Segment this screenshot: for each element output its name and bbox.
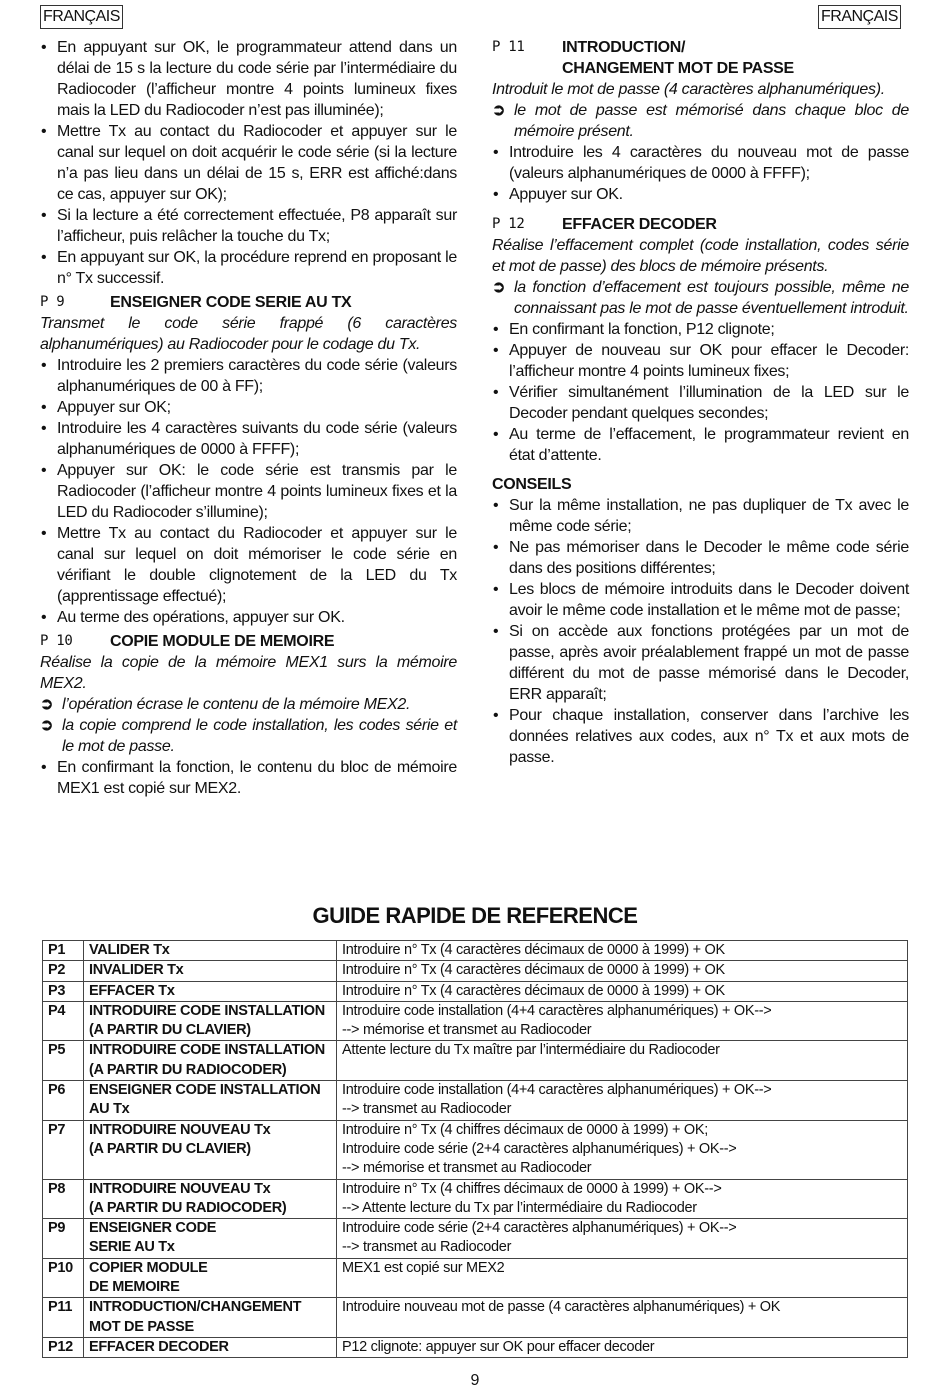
program-code-cell: P2 [43,961,84,981]
function-name-cell [84,961,337,981]
bullet-item: • Introduire les 2 premiers caractères du code série (valeurs alphanumériques de 00 à FF); [40,355,457,397]
description-cell [337,1298,908,1338]
description-line: Introduire code série (2+4 caractères alphanumériques) + OK--> [342,1140,737,1157]
page-number: 9 [470,1372,480,1389]
function-name-line: INTRODUIRE CODE INSTALLATION [89,1042,325,1059]
program-code-cell: P4 [43,1001,84,1041]
bullet-item: • Appuyer sur OK: le code série est transmis par le Radiocoder (l’afficheur montre 4 points lumineux fixes et la LED du Radiocoder s’illumine); [40,460,457,523]
description-line: Introduire n° Tx (4 chiffres décimaux de 0000 à 1999) + OK--> [342,1180,722,1197]
reference-table [42,940,908,1358]
description-cell [337,941,908,961]
function-name-cell [84,941,337,961]
bullet-item: • Pour chaque installation, conserver dans l’archive les données relatives aux codes, aux n° Tx et aux mots de passe. [492,705,909,768]
note-item: ➲ la copie comprend le code installation, les codes série et le mot de passe. [40,715,457,757]
function-name-line: COPIER MODULE [89,1259,208,1276]
program-code-cell: P3 [43,981,84,1001]
table-row [43,961,908,981]
description-line: --> transmet au Radiocoder [342,1101,512,1118]
program-code-cell: P8 [43,1179,84,1219]
function-name-cell [84,1001,337,1041]
program-code-cell: P6 [43,1081,84,1121]
table-row [43,1120,908,1179]
program-code: P 12 [492,216,525,232]
function-name-cell [84,1179,337,1219]
description-cell [337,1179,908,1219]
bullet-item: • Mettre Tx au contact du Radiocoder et appuyer sur le canal sur lequel on doit acquérir le code série (si la lecture n’a pas lieu dans un délai de 15 s, ERR est affiché:dans ce cas, appuyer sur OK); [40,121,457,205]
section-title-line: INTRODUCTION/ [562,39,686,56]
bullet-item: • Introduire les 4 caractères du nouveau mot de passe (valeurs alphanumériques de 0000 à FFFF); [492,142,909,184]
bullet-item: • Si on accède aux fonctions protégées par un mot de passe, après avoir préalablement frappé un mot de passe différent du mot de passe mémorisé dans le Decoder, ERR apparaît; [492,621,909,705]
description-cell [337,1041,908,1081]
table-row [43,1179,908,1219]
function-name-cell [84,1337,337,1357]
description-line: --> transmet au Radiocoder [342,1239,512,1256]
description-cell [337,1081,908,1121]
section-intro: Introduit le mot de passe (4 caractères alphanumériques). [492,81,885,98]
section-title [562,214,717,235]
function-name-cell [84,1041,337,1081]
function-name-line: INTRODUIRE CODE INSTALLATION [89,1002,325,1019]
function-name-line: EFFACER DECODER [89,1338,229,1355]
section-intro: Réalise la copie de la mémoire MEX1 surs la mémoire MEX2. [40,654,457,692]
description-cell [337,1001,908,1041]
bullet-item: • Sur la même installation, ne pas dupliquer de Tx avec le même code série; [492,495,909,537]
table-row [43,941,908,961]
bullet-item: • Mettre Tx au contact du Radiocoder et appuyer sur le canal sur lequel on doit mémoriser le code série en vérifiant le double clignotement de la LED du Tx (apprentissage effectué); [40,523,457,607]
description-line: Introduire n° Tx (4 caractères décimaux de 0000 à 1999) + OK [342,982,725,999]
language-label: FRANÇAIS [818,5,901,29]
program-code-cell: P7 [43,1120,84,1179]
bullet-item: • Introduire les 4 caractères suivants du code série (valeurs alphanumériques de 0000 à FFFF); [40,418,457,460]
table-row [43,1001,908,1041]
description-line: Introduire nouveau mot de passe (4 caractères alphanumériques) + OK [342,1299,781,1316]
bullet-item: • En appuyant sur OK, le programmateur attend dans un délai de 15 s la lecture du code série par l’intermédiaire du Radiocoder (l’afficheur montre 4 points lumineux fixes mais la LED du Radiocoder n’est pas illuminée); [40,37,457,121]
note-item: ➲ l’opération écrase le contenu de la mémoire MEX2. [40,694,457,715]
section-title [562,37,794,79]
table-row [43,1081,908,1121]
program-code-cell: P12 [43,1337,84,1357]
description-line: --> mémorise et transmet au Radiocoder [342,1022,592,1039]
description-line: Introduire n° Tx (4 chiffres décimaux de 0000 à 1999) + OK; [342,1121,708,1138]
function-name-line: DE MEMOIRE [89,1279,180,1296]
function-name-cell [84,1298,337,1338]
description-line: Attente lecture du Tx maître par l’intermédiaire du Radiocoder [342,1042,720,1059]
description-cell [337,1337,908,1357]
table-row [43,1298,908,1338]
function-name-cell [84,1120,337,1179]
description-line: --> mémorise et transmet au Radiocoder [342,1160,592,1177]
function-name-line: INVALIDER Tx [89,962,184,979]
description-line: Introduire code installation (4+4 caractères alphanumériques) + OK--> [342,1002,772,1019]
function-name-line: ENSEIGNER CODE [89,1220,217,1237]
function-name-line: INTRODUIRE NOUVEAU Tx [89,1121,271,1138]
bullet-item: • Au terme des opérations, appuyer sur OK. [40,607,457,628]
bullet-item: • Si la lecture a été correctement effectuée, P8 apparaît sur l’afficheur, puis relâcher la touche du Tx; [40,205,457,247]
function-name-line: SERIE AU Tx [89,1239,175,1256]
section-title [110,631,334,652]
function-name-line: (A PARTIR DU CLAVIER) [89,1140,251,1157]
program-code-cell: P11 [43,1298,84,1338]
function-name-line: EFFACER Tx [89,982,175,999]
description-line: --> Attente lecture du Tx par l’intermédiaire du Radiocoder [342,1199,697,1216]
program-code-cell: P5 [43,1041,84,1081]
table-row [43,1258,908,1298]
program-code-cell: P9 [43,1219,84,1259]
right-column [492,37,909,768]
function-name-line: MOT DE PASSE [89,1318,194,1335]
function-name-line: AU Tx [89,1101,130,1118]
function-name-line: ENSEIGNER CODE INSTALLATION [89,1082,321,1099]
left-column [40,37,457,799]
description-line: MEX1 est copié sur MEX2 [342,1259,505,1276]
description-line: Introduire n° Tx (4 caractères décimaux de 0000 à 1999) + OK [342,962,725,979]
note-item: ➲ la fonction d’effacement est toujours possible, même ne connaissant pas le mot de passe éventuellement introduit. [492,277,909,319]
description-line: Introduire code série (2+4 caractères alphanumériques) + OK--> [342,1220,737,1237]
function-name-line: VALIDER Tx [89,942,170,958]
section-intro: Réalise l’effacement complet (code installation, codes série et mot de passe) des blocs de mémoire présents. [492,237,909,275]
bullet-item: • En confirmant la fonction, P12 clignote; [492,319,909,340]
bullet-item: • Les blocs de mémoire introduits dans le Decoder doivent avoir le même code installation et le même mot de passe; [492,579,909,621]
description-line: Introduire n° Tx (4 caractères décimaux de 0000 à 1999) + OK [342,942,725,958]
program-code-cell: P1 [43,941,84,961]
description-line: P12 clignote: appuyer sur OK pour effacer decoder [342,1338,655,1355]
language-label: FRANÇAIS [40,5,123,29]
description-line: Introduire code installation (4+4 caractères alphanumériques) + OK--> [342,1082,772,1099]
section-heading [40,631,457,652]
section-heading [492,214,909,235]
section-title-line: CHANGEMENT MOT DE PASSE [562,60,794,77]
bullet-item: • Ne pas mémoriser dans le Decoder le même code série dans des positions différentes; [492,537,909,579]
description-cell [337,1219,908,1259]
table-row [43,1219,908,1259]
program-code: P 9 [40,294,65,310]
function-name-cell [84,981,337,1001]
description-cell [337,961,908,981]
section-heading [492,37,909,79]
bullet-item: • En appuyant sur OK, la procédure reprend en proposant le n° Tx successif. [40,247,457,289]
section-title-line: ENSEIGNER CODE SERIE AU TX [110,294,352,311]
section-title [110,292,351,313]
function-name-line: (A PARTIR DU RADIOCODER) [89,1061,287,1078]
program-code-cell: P10 [43,1258,84,1298]
program-code: P 10 [40,633,73,649]
description-cell [337,1258,908,1298]
bullet-item: • Vérifier simultanément l’illumination de la LED sur le Decoder pendant quelques secondes; [492,382,909,424]
function-name-cell [84,1081,337,1121]
function-name-line: (A PARTIR DU CLAVIER) [89,1022,251,1039]
function-name-line: INTRODUIRE NOUVEAU Tx [89,1180,271,1197]
guide-title: GUIDE RAPIDE DE REFERENCE [312,903,638,928]
bullet-item: • Appuyer sur OK. [492,184,909,205]
table-row [43,981,908,1001]
bullet-item: • Au terme de l’effacement, le programmateur revient en état d’attente. [492,424,909,466]
description-cell [337,1120,908,1179]
section-title-line: EFFACER DECODER [562,216,717,233]
bullet-item: • Appuyer sur OK; [40,397,457,418]
function-name-cell [84,1258,337,1298]
program-code: P 11 [492,39,525,55]
function-name-line: (A PARTIR DU RADIOCODER) [89,1199,287,1216]
bullet-item: • Appuyer de nouveau sur OK pour effacer le Decoder: l’afficheur montre 4 points lumineux fixes; [492,340,909,382]
description-cell [337,981,908,1001]
section-title-line: COPIE MODULE DE MEMOIRE [110,633,335,650]
section-intro: Transmet le code série frappé (6 caractères alphanumériques) au Radiocoder pour le codage du Tx. [40,315,457,353]
conseils-title: CONSEILS [492,476,572,493]
bullet-item: • En confirmant la fonction, le contenu du bloc de mémoire MEX1 est copié sur MEX2. [40,757,457,799]
table-row [43,1337,908,1357]
function-name-cell [84,1219,337,1259]
function-name-line: INTRODUCTION/CHANGEMENT [89,1299,302,1316]
table-row [43,1041,908,1081]
note-item: ➲ le mot de passe est mémorisé dans chaque bloc de mémoire présent. [492,100,909,142]
section-heading [40,292,457,313]
